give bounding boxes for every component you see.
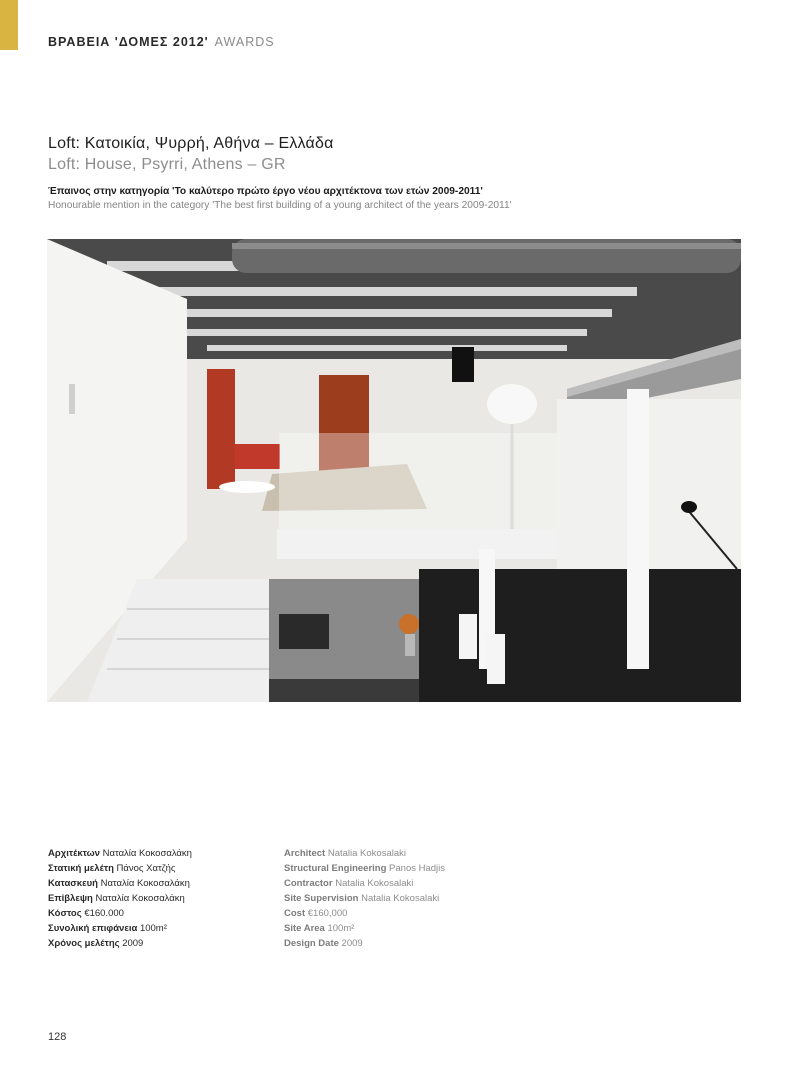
credit-value: Ναταλία Κοκοσαλάκη	[102, 848, 192, 859]
credit-value: 2009	[122, 938, 144, 949]
credit-label: Συνολική επιφάνεια	[48, 923, 138, 934]
accent-bar	[0, 0, 18, 50]
credit-row	[48, 936, 192, 951]
credit-row	[284, 921, 445, 936]
credit-value: €160.000	[84, 908, 124, 919]
credit-value: Natalia Kokosalaki	[327, 848, 406, 859]
credit-row	[284, 861, 445, 876]
credit-label: Cost	[284, 908, 306, 919]
credit-value: Natalia Kokosalaki	[361, 893, 440, 904]
credit-label: Structural Engineering	[284, 863, 387, 874]
credit-value: 100m²	[327, 923, 355, 934]
credit-label: Site Area	[284, 923, 325, 934]
credit-label: Κόστος	[48, 908, 82, 919]
credit-label: Site Supervision	[284, 893, 359, 904]
credit-row	[284, 891, 445, 906]
credit-value: Πάνος Χατζής	[116, 863, 176, 874]
credit-label: Design Date	[284, 938, 339, 949]
loft-interior-photo	[47, 239, 741, 702]
credit-label: Χρόνος μελέτης	[48, 938, 120, 949]
credit-row	[48, 921, 192, 936]
mention-english: Honourable mention in the category 'The best first building of a young architect of the years 2009-2011'	[48, 200, 512, 211]
credit-value: Natalia Kokosalaki	[335, 878, 414, 889]
credit-label: Αρχιτέκτων	[48, 848, 100, 859]
credits-english	[284, 846, 445, 951]
credits-greek	[48, 846, 192, 951]
mention-greek: Έπαινος στην κατηγορία 'Το καλύτερο πρώτο έργο νέου αρχιτέκτονα των ετών 2009-2011'	[48, 186, 483, 197]
section-header	[48, 35, 275, 49]
credit-label: Contractor	[284, 878, 333, 889]
credit-value: Ναταλία Κοκοσαλάκη	[95, 893, 185, 904]
credit-row	[48, 846, 192, 861]
credit-value: 100m²	[139, 923, 167, 934]
project-title-greek: Loft: Κατοικία, Ψυρρή, Αθήνα – Ελλάδα	[48, 135, 334, 152]
header-greek: ΒΡΑΒΕΙΑ 'ΔΟΜΕΣ 2012'	[48, 35, 209, 49]
credit-row	[48, 861, 192, 876]
header-english: AWARDS	[214, 35, 275, 49]
credit-value: €160,000	[307, 908, 348, 919]
credit-value: Panos Hadjis	[389, 863, 446, 874]
page-number: 128	[48, 1031, 67, 1043]
project-title-english: Loft: House, Psyrri, Athens – GR	[48, 156, 286, 173]
credit-row	[284, 906, 445, 921]
credit-label: Στατική μελέτη	[48, 863, 114, 874]
credit-row	[284, 846, 445, 861]
credit-value: 2009	[341, 938, 363, 949]
credit-row	[284, 876, 445, 891]
credit-label: Επίβλεψη	[48, 893, 93, 904]
credit-row	[48, 876, 192, 891]
credit-label: Κατασκευή	[48, 878, 98, 889]
credit-label: Architect	[284, 848, 326, 859]
credit-row	[284, 936, 445, 951]
credit-row	[48, 906, 192, 921]
credit-row	[48, 891, 192, 906]
credit-value: Ναταλία Κοκοσαλάκη	[100, 878, 190, 889]
